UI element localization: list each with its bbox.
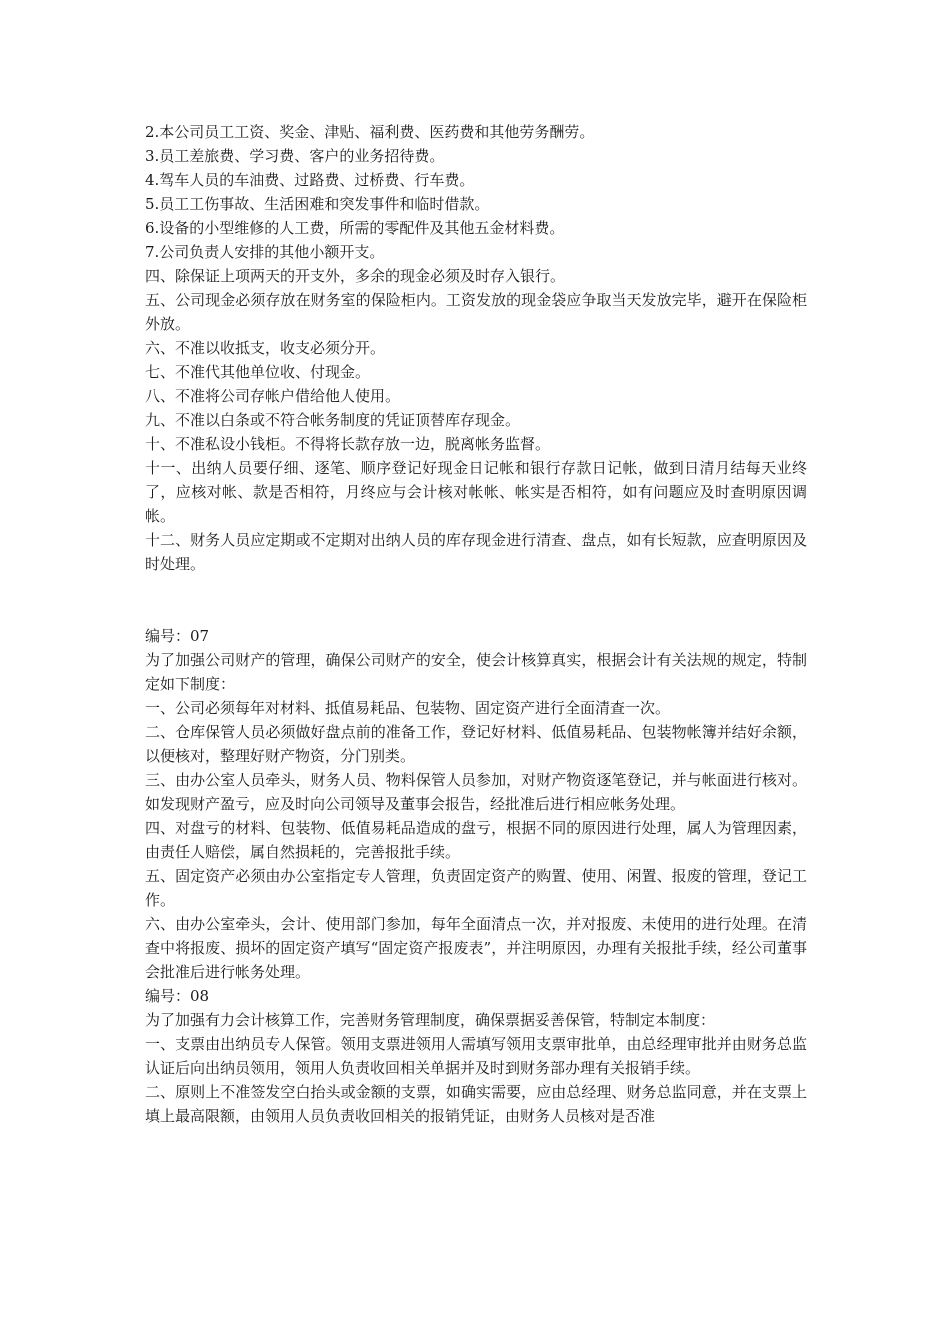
property-and-cheque-section <box>145 624 807 1128</box>
paragraph: 为了加强公司财产的管理，确保公司财产的安全，使会计核算真实，根据会计有关法规的规定，特制定如下制度： <box>145 651 807 693</box>
paragraph: 五、固定资产必须由办公室指定专人管理，负责固定资产的购置、使用、闲置、报废的管理，登记工作。 <box>145 867 807 909</box>
paragraph: 二、仓库保管人员必须做好盘点前的准备工作，登记好材料、低值易耗品、包装物帐簿并结好余额，以便核对，整理好财产物资，分门别类。 <box>145 723 807 765</box>
paragraph: 四、除保证上项两天的开支外，多余的现金必须及时存入银行。 <box>145 267 566 285</box>
paragraph: 6.设备的小型维修的人工费，所需的零配件及其他五金材料费。 <box>145 219 565 237</box>
paragraph: 四、对盘亏的材料、包装物、低值易耗品造成的盘亏，根据不同的原因进行处理，属人为管理因素，由责任人赔偿，属自然损耗的，完善报批手续。 <box>145 819 807 861</box>
paragraph: 十、不准私设小钱柜。不得将长款存放一边，脱离帐务监督。 <box>145 435 551 453</box>
section-gap <box>145 576 807 624</box>
cash-management-section <box>145 120 807 576</box>
paragraph: 三、由办公室人员牵头，财务人员、物料保管人员参加，对财产物资逐笔登记，并与帐面进行核对。如发现财产盈亏，应及时向公司领导及董事会报告，经批准后进行相应帐务处理。 <box>145 771 807 813</box>
paragraph: 7.公司负责人安排的其他小额开支。 <box>145 243 385 261</box>
paragraph: 六、不准以收抵支，收支必须分开。 <box>145 339 386 357</box>
paragraph: 5.员工工伤事故、生活困难和突发事件和临时借款。 <box>145 195 490 213</box>
paragraph: 2.本公司员工工资、奖金、津贴、福利费、医药费和其他劳务酬劳。 <box>145 123 595 141</box>
paragraph: 4.驾车人员的车油费、过路费、过桥费、行车费。 <box>145 171 475 189</box>
paragraph: 九、不准以白条或不符合帐务制度的凭证顶替库存现金。 <box>145 411 521 429</box>
paragraph: 编号：08 <box>145 987 210 1005</box>
paragraph: 五、公司现金必须存放在财务室的保险柜内。工资发放的现金袋应争取当天发放完毕，避开在保险柜外放。 <box>145 291 807 333</box>
paragraph: 一、支票由出纳员专人保管。领用支票进领用人需填写领用支票审批单，由总经理审批并由财务总监认证后向出纳员领用，领用人负责收回相关单据并及时到财务部办理有关报销手续。 <box>145 1035 807 1077</box>
paragraph: 六、由办公室牵头，会计、使用部门参加，每年全面清点一次，并对报废、未使用的进行处理。在清查中将报废、损坏的固定资产填写“固定资产报废表”，并注明原因，办理有关报批手续，经公司董事会批准后进行帐务处理。 <box>145 915 807 981</box>
paragraph: 3.员工差旅费、学习费、客户的业务招待费。 <box>145 147 445 165</box>
paragraph: 二、原则上不准签发空白抬头或金额的支票，如确实需要，应由总经理、财务总监同意，并在支票上填上最高限额，由领用人员负责收回相关的报销凭证，由财务人员核对是否准 <box>145 1083 807 1125</box>
paragraph: 十二、财务人员应定期或不定期对出纳人员的库存现金进行清查、盘点，如有长短款，应查明原因及时处理。 <box>145 531 807 573</box>
paragraph: 八、不准将公司存帐户借给他人使用。 <box>145 387 401 405</box>
paragraph: 七、不准代其他单位收、付现金。 <box>145 363 371 381</box>
paragraph: 一、公司必须每年对材料、抵值易耗品、包装物、固定资产进行全面清查一次。 <box>145 699 671 717</box>
paragraph: 编号：07 <box>145 627 210 645</box>
paragraph: 为了加强有力会计核算工作，完善财务管理制度，确保票据妥善保管，特制定本制度： <box>145 1011 716 1029</box>
paragraph: 十一、出纳人员要仔细、逐笔、顺序登记好现金日记帐和银行存款日记帐，做到日清月结每天业终了，应核对帐、款是否相符，月终应与会计核对帐帐、帐实是否相符，如有问题应及时查明原因调帐。 <box>145 459 807 525</box>
